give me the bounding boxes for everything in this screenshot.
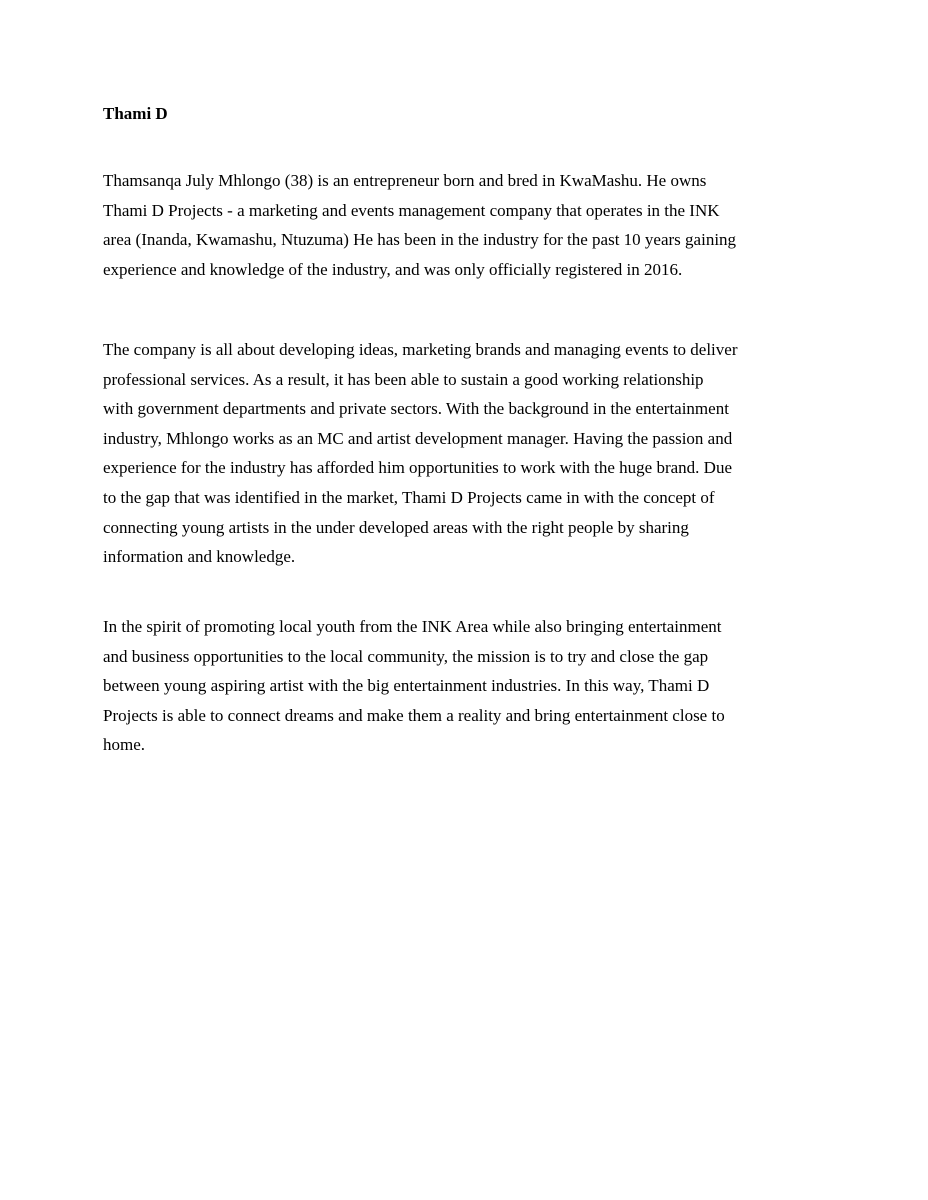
text-line: area (Inanda, Kwamashu, Ntuzuma) He has been in the industry for the past 10 years gaining [103, 230, 737, 250]
paragraph-intro [103, 166, 763, 284]
text-line: professional services. As a result, it has been able to sustain a good working relationship [103, 369, 704, 389]
paragraph-mission [103, 612, 763, 760]
text-line: between young aspiring artist with the big entertainment industries. In this way, Thami D [103, 676, 710, 696]
text-line: Projects is able to connect dreams and make them a reality and bring entertainment close to [103, 705, 725, 725]
paragraph-company [103, 335, 763, 572]
text-line: Thami D Projects - a marketing and events management company that operates in the INK [103, 200, 720, 220]
document-title: Thami D [103, 104, 168, 123]
text-line: In the spirit of promoting local youth from the INK Area while also bringing entertainment [103, 617, 722, 636]
text-line: home. [103, 735, 146, 755]
text-line: with government departments and private sectors. With the background in the entertainment [103, 399, 729, 419]
text-line: information and knowledge. [103, 547, 296, 567]
text-line: The company is all about developing ideas, marketing brands and managing events to deliver [103, 340, 738, 359]
text-line: experience and knowledge of the industry, and was only officially registered in 2016. [103, 259, 683, 279]
text-line: Thamsanqa July Mhlongo (38) is an entrepreneur born and bred in KwaMashu. He owns [103, 171, 707, 190]
text-line: experience for the industry has afforded him opportunities to work with the huge brand. Due [103, 458, 732, 478]
text-line: connecting young artists in the under developed areas with the right people by sharing [103, 517, 689, 537]
text-line: and business opportunities to the local community, the mission is to try and close the gap [103, 646, 709, 666]
text-line: to the gap that was identified in the market, Thami D Projects came in with the concept of [103, 487, 715, 507]
text-line: industry, Mhlongo works as an MC and artist development manager. Having the passion and [103, 428, 733, 448]
